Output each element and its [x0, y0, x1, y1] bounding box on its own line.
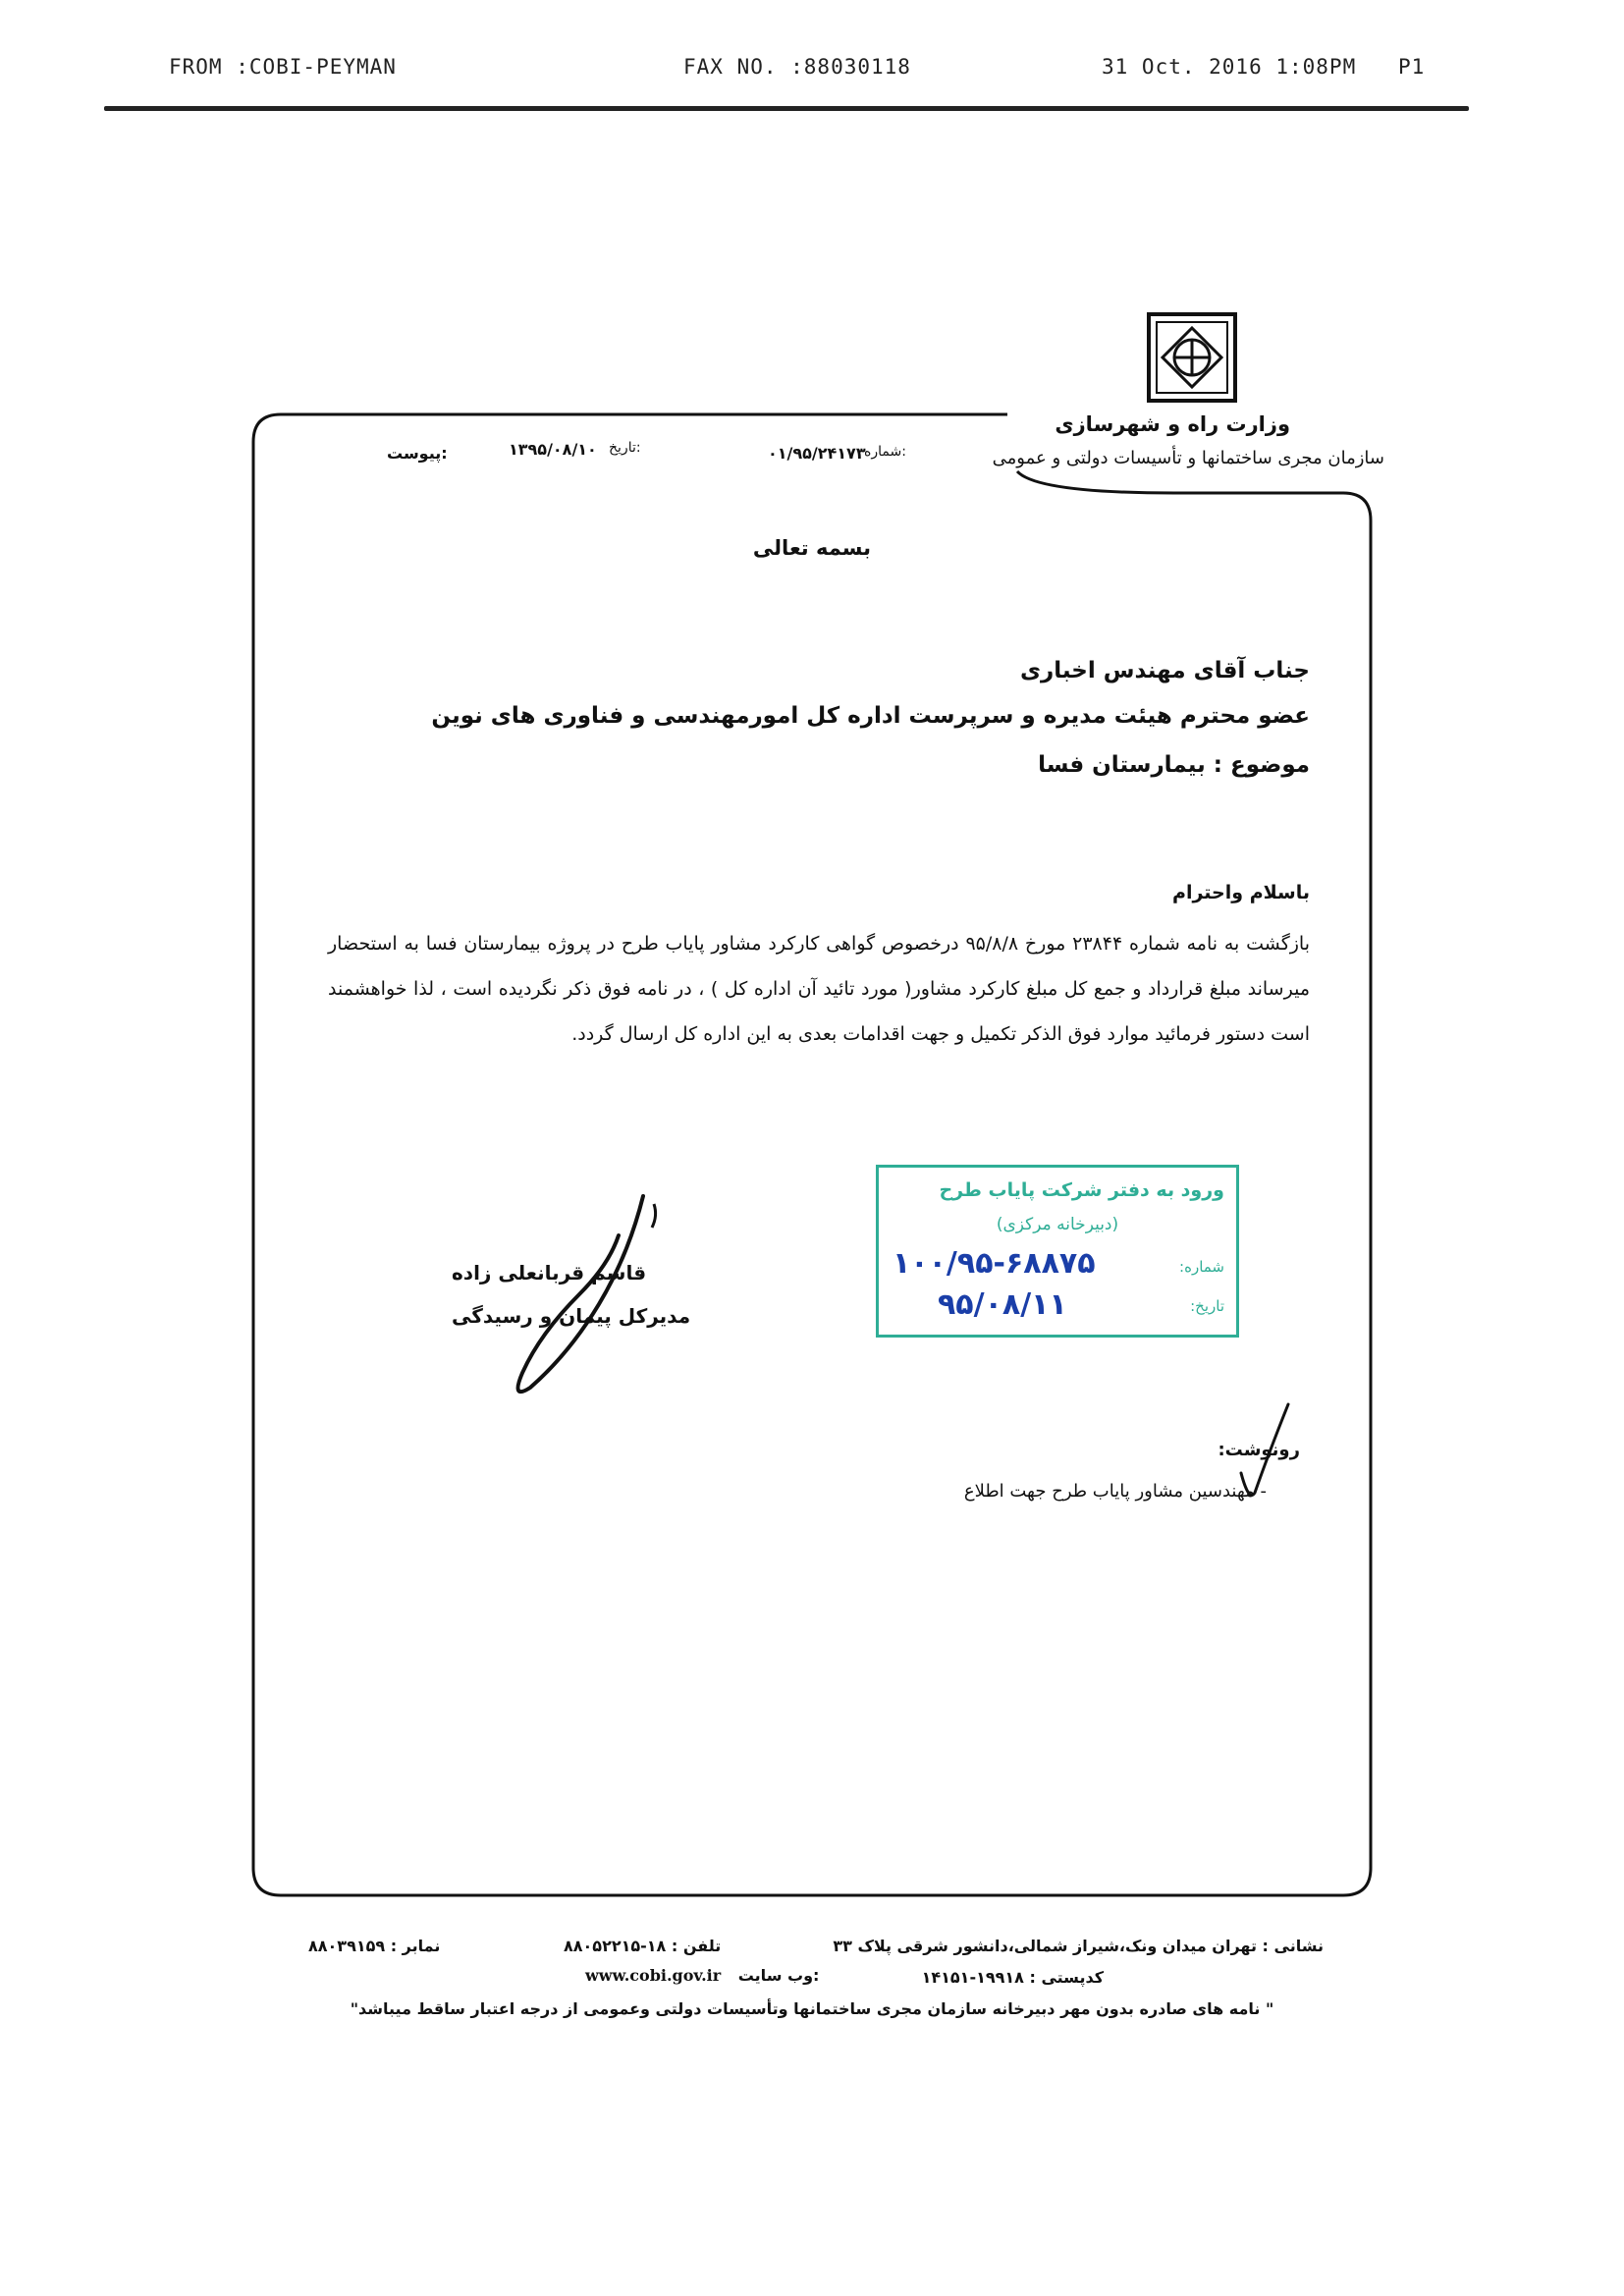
footer-phone: تلفن : ۱۸-۸۸۰۵۲۲۱۵: [564, 1937, 722, 1955]
organization-name: سازمان مجری ساختمانها و تأسیسات دولتی و عمومی: [992, 448, 1384, 468]
footer-website: [585, 1966, 819, 1985]
handwritten-signature-icon: [461, 1176, 687, 1402]
letter-date-value: ۱۳۹۵/۰۸/۱۰: [509, 440, 597, 459]
fax-page: P1: [1398, 55, 1426, 79]
subject-line: موضوع : بیمارستان فسا: [1038, 752, 1310, 778]
footer-address: نشانی : تهران میدان ونک،شیراز شمالی،دانشور شرقی پلاک ۳۳: [833, 1937, 1324, 1955]
signer-title: مدیرکل پیمان و رسیدگی: [452, 1304, 691, 1328]
footer-website-url[interactable]: www.cobi.gov.ir: [585, 1966, 722, 1985]
check-mark-icon: [1229, 1394, 1318, 1512]
cc-item: - مهندسین مشاور پایاب طرح جهت اطلاع: [963, 1481, 1267, 1502]
stamp-number-label: شماره:: [1179, 1258, 1224, 1276]
footer-notice: " نامه های صادره بدون مهر دبیرخانه سازمان مجری ساختمانها وتأسیسات دولتی وعمومی از درجه اعتبار ساقط میباشد": [350, 1999, 1274, 2018]
letter-number-label: شماره:: [864, 444, 906, 460]
letter-date-label: تاریخ:: [609, 440, 641, 456]
attachment-label: پیوست:: [387, 444, 448, 463]
cc-label: رونوشت:: [1218, 1440, 1300, 1460]
fax-number: FAX NO. :88030118: [683, 55, 911, 79]
invocation: بسمه تعالی: [752, 536, 872, 560]
letter-frame: [251, 412, 1373, 1897]
stamp-title: ورود به دفتر شرکت پایاب طرح: [939, 1179, 1224, 1201]
letter-body: بازگشت به نامه شماره ۲۳۸۴۴ مورخ ۹۵/۸/۸ درخصوص گواهی کارکرد مشاور پایاب طرح در پروژه بیمارستان فسا به استحضار میرساند مبلغ قرارداد و جمع کل مبلغ کارکرد مشاور( مورد تائید آن اداره کل ) ، در نامه فوق ذکر نگردیده است ، لذا خواهشمند است دستور فرمائید موارد فوق الذکر تکمیل و جهت اقدامات بعدی به این اداره کل ارسال گردد.: [328, 933, 1311, 1045]
footer-fax: نمابر : ۸۸۰۳۹۱۵۹: [308, 1937, 441, 1955]
stamp-date-value: ۹۵/۰۸/۱۱: [938, 1287, 1067, 1322]
greeting: باسلام واحترام: [1172, 882, 1310, 903]
stamp-number-value: ۱۰۰/۹۵-۶۸۸۷۵: [893, 1246, 1096, 1281]
stamp-subtitle: (دبیرخانه مرکزی): [996, 1215, 1119, 1234]
fax-date-time: 31 Oct. 2016 1:08PM: [1102, 55, 1357, 79]
ministry-name: وزارت راه و شهرسازی: [1055, 412, 1290, 436]
recipient: جناب آقای مهندس اخباری: [1019, 658, 1310, 683]
stamp-date-label: تاریخ:: [1190, 1297, 1224, 1315]
signer-name: قاسم قربانعلی زاده: [452, 1261, 647, 1285]
fax-header-rule: [104, 106, 1469, 111]
footer-postal-code: کدپستی : ۱۹۹۱۸-۱۴۱۵۱: [921, 1968, 1104, 1987]
registry-stamp: [876, 1165, 1239, 1338]
footer-website-label: وب سایت:: [737, 1966, 820, 1985]
fax-from: FROM :COBI-PEYMAN: [169, 55, 397, 79]
ministry-logo-icon: [1147, 312, 1237, 403]
letter-number-value: ۰۱/۹۵/۲۴۱۷۳: [768, 444, 866, 463]
recipient-position: عضو محترم هیئت مدیره و سرپرست اداره کل امورمهندسی و فناوری های نوین: [431, 703, 1310, 729]
